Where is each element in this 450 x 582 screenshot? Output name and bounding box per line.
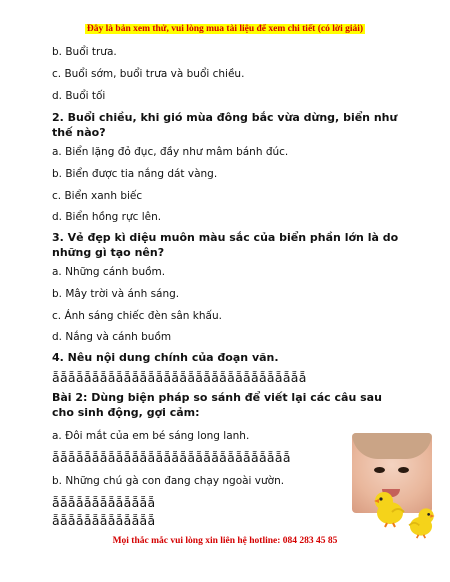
option-q3-d: d. Nắng và cánh buồm — [52, 331, 172, 343]
option-q3-a: a. Những cánh buồm. — [52, 266, 166, 278]
option-q2-d: d. Biển hồng rực lên. — [52, 211, 162, 223]
preview-banner: Đây là bản xem thử, vui lòng mua tài liệu để xem chi tiết (có lời giải) — [86, 24, 364, 34]
option-q3-c: c. Ánh sáng chiếc đèn sân khấu. — [52, 310, 222, 322]
option-q1-d: d. Buổi tối — [52, 90, 106, 102]
option-q1-b: b. Buổi trưa. — [52, 46, 117, 58]
answer-line-2b-1: ẵẵẵẵẵẵẵẵẵẵẵẵẵ — [52, 495, 156, 510]
option-q2-a: a. Biển lặng đỏ đục, đầy như mâm bánh đúc. — [52, 146, 289, 158]
hotline-footer: Mọi thắc mắc vui lòng xin liên hệ hotline: 084 283 45 85 — [112, 536, 338, 546]
answer-line-2a: ẵẵẵẵẵẵẵẵẵẵẵẵẵẵẵẵẵẵẵẵẵẵẵẵẵẵẵẵẵẵ — [52, 450, 291, 465]
answer-line-q4: ẵẵẵẵẵẵẵẵẵẵẵẵẵẵẵẵẵẵẵẵẵẵẵẵẵẵẵẵẵẵẵẵ — [52, 370, 307, 385]
question-2: 2. Buổi chiều, khi gió mùa đông bắc vừa dừng, biển như thế nào? — [52, 111, 398, 139]
exercise-2-b: b. Những chú gà con đang chạy ngoài vườn. — [52, 475, 285, 487]
option-q2-c: c. Biển xanh biếc — [52, 190, 143, 202]
answer-line-2b-2: ẵẵẵẵẵẵẵẵẵẵẵẵẵ — [52, 513, 156, 528]
question-4: 4. Nêu nội dung chính của đoạn văn. — [52, 351, 279, 364]
option-q2-b: b. Biển được tia nắng dát vàng. — [52, 168, 218, 180]
exercise-2-heading: Bài 2: Dùng biện pháp so sánh để viết lại các câu sau cho sinh động, gợi cảm: — [52, 391, 382, 419]
exercise-2-a: a. Đôi mắt của em bé sáng long lanh. — [52, 430, 250, 442]
question-3: 3. Vẻ đẹp kì diệu muôn màu sắc của biển phần lớn là do những gì tạo nên? — [52, 231, 399, 259]
option-q1-c: c. Buổi sớm, buổi trưa và buổi chiều. — [52, 68, 245, 80]
chick-illustration-2 — [404, 505, 438, 539]
option-q3-b: b. Mây trời và ánh sáng. — [52, 288, 180, 300]
